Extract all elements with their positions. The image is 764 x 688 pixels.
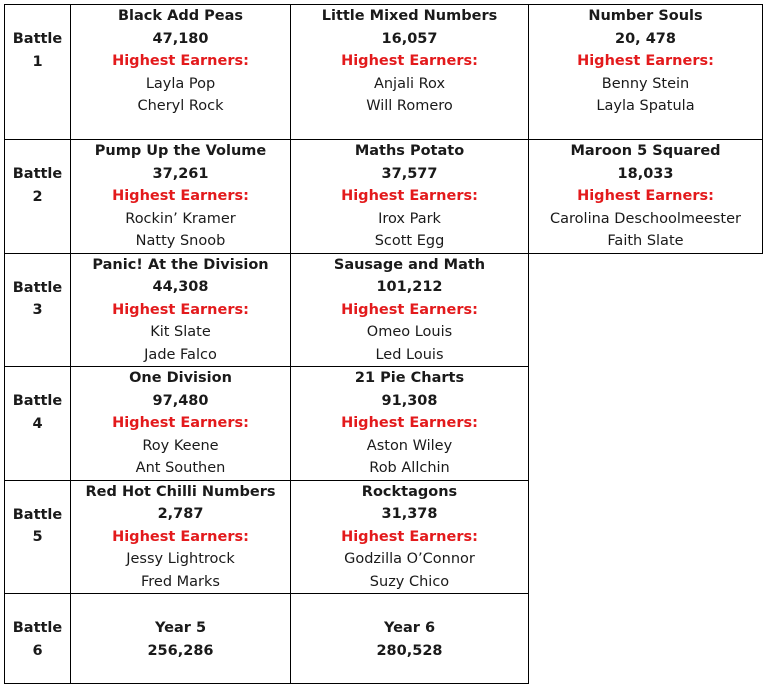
highest-earners-label: Highest Earners:	[112, 301, 249, 318]
earner-name: Benny Stein	[601, 75, 690, 92]
highest-earners-label: Highest Earners:	[341, 528, 478, 545]
team-score: 91,308	[381, 392, 438, 409]
earner-name: Scott Egg	[374, 233, 445, 249]
team-score: 37,261	[152, 165, 209, 182]
year-score: 280,528	[376, 642, 443, 659]
highest-earners-label: Highest Earners:	[112, 53, 249, 69]
team-score: 2,787	[157, 506, 204, 522]
team-name: 21 Pie Charts	[354, 370, 465, 386]
highest-earners-label: Highest Earners:	[577, 53, 714, 69]
earner-name: Led Louis	[375, 346, 444, 363]
team-score: 18,033	[617, 165, 674, 182]
team-cell	[291, 480, 529, 594]
battle-row-6	[5, 594, 763, 684]
team-name: One Division	[129, 370, 232, 386]
empty-cell	[529, 367, 763, 481]
battle-number: 1	[32, 53, 43, 70]
team-name: Maths Potato	[354, 143, 465, 159]
highest-earners-label: Highest Earners:	[341, 415, 478, 431]
battle-results-table	[4, 4, 763, 684]
team-score: 101,212	[376, 279, 443, 295]
team-cell	[71, 140, 291, 254]
team-name: Rocktagons	[361, 483, 458, 500]
team-name: Little Mixed Numbers	[321, 8, 498, 24]
battle-label-cell	[5, 5, 71, 140]
earner-name: Rob Allchin	[369, 460, 450, 476]
highest-earners-label: Highest Earners:	[341, 53, 478, 69]
highest-earners-label: Highest Earners:	[112, 415, 249, 431]
team-cell	[71, 253, 291, 367]
year-name: Year 5	[154, 620, 207, 636]
team-cell	[291, 253, 529, 367]
earner-name: Fred Marks	[141, 573, 220, 590]
battle-number: 5	[32, 529, 43, 545]
battle-row-3	[5, 253, 763, 367]
earner-name: Suzy Chico	[369, 573, 450, 590]
empty-cell	[529, 480, 763, 594]
earner-name: Roy Keene	[142, 437, 219, 454]
team-score: 37,577	[381, 165, 438, 182]
battle-word: Battle	[12, 393, 63, 409]
battle-label-cell	[5, 140, 71, 254]
highest-earners-label: Highest Earners:	[577, 188, 714, 204]
earner-name: Will Romero	[366, 98, 453, 114]
team-cell	[71, 480, 291, 594]
year-cell	[291, 594, 529, 684]
highest-earners-label: Highest Earners:	[341, 188, 478, 204]
earner-name: Jade Falco	[144, 346, 217, 363]
team-cell	[71, 367, 291, 481]
battle-number: 3	[32, 302, 43, 318]
battle-label-cell	[5, 594, 71, 684]
team-cell	[291, 367, 529, 481]
team-score: 97,480	[152, 392, 209, 409]
battle-word: Battle	[12, 31, 63, 47]
team-score: 16,057	[381, 30, 438, 47]
team-name: Black Add Peas	[118, 8, 243, 24]
battle-label-cell	[5, 480, 71, 594]
empty-cell	[529, 594, 763, 684]
team-score: 31,378	[381, 506, 438, 522]
battle-label-cell	[5, 253, 71, 367]
earner-name: Omeo Louis	[366, 324, 453, 340]
earner-name: Faith Slate	[607, 233, 684, 249]
team-cell	[529, 5, 763, 140]
highest-earners-label: Highest Earners:	[112, 188, 249, 204]
team-name: Maroon 5 Squared	[570, 143, 721, 159]
year-cell	[71, 594, 291, 684]
year-name: Year 6	[383, 620, 436, 636]
battle-row-5	[5, 480, 763, 594]
team-name: Sausage and Math	[333, 256, 486, 273]
team-name: Number Souls	[588, 8, 703, 24]
earner-name: Kit Slate	[150, 324, 211, 340]
battle-row-4	[5, 367, 763, 481]
earner-name: Rockin’ Kramer	[125, 210, 236, 227]
year-score: 256,286	[147, 642, 214, 659]
earner-name: Anjali Rox	[373, 75, 446, 92]
earner-name: Ant Southen	[135, 460, 226, 476]
earner-name: Irox Park	[378, 210, 441, 227]
team-cell	[291, 5, 529, 140]
highest-earners-label: Highest Earners:	[341, 301, 478, 318]
team-name: Pump Up the Volume	[94, 143, 267, 159]
battle-word: Battle	[12, 166, 63, 182]
empty-cell	[529, 253, 763, 367]
battle-word: Battle	[12, 279, 63, 296]
team-cell	[71, 5, 291, 140]
battle-word: Battle	[12, 620, 63, 636]
team-score: 44,308	[152, 279, 209, 295]
battle-row-1	[5, 5, 763, 140]
earner-name: Aston Wiley	[366, 437, 453, 454]
team-name: Panic! At the Division	[92, 256, 269, 273]
earner-name: Natty Snoob	[135, 233, 226, 249]
battle-word: Battle	[12, 506, 63, 523]
team-cell	[529, 140, 763, 254]
team-name: Red Hot Chilli Numbers	[85, 483, 276, 500]
team-cell	[291, 140, 529, 254]
earner-name: Godzilla O’Connor	[344, 551, 475, 567]
earner-name: Jessy Lightrock	[126, 551, 235, 567]
battle-label-cell	[5, 367, 71, 481]
battle-number: 6	[32, 642, 43, 659]
earner-name: Layla Pop	[145, 75, 216, 92]
earner-name: Layla Spatula	[596, 98, 695, 114]
battle-row-2	[5, 140, 763, 254]
battle-number: 4	[32, 415, 43, 432]
team-score: 47,180	[152, 30, 209, 47]
team-score: 20, 478	[614, 30, 676, 47]
earner-name: Carolina Deschoolmeester	[550, 210, 741, 227]
earner-name: Cheryl Rock	[137, 98, 224, 114]
highest-earners-label: Highest Earners:	[112, 528, 249, 545]
battle-number: 2	[32, 188, 43, 205]
